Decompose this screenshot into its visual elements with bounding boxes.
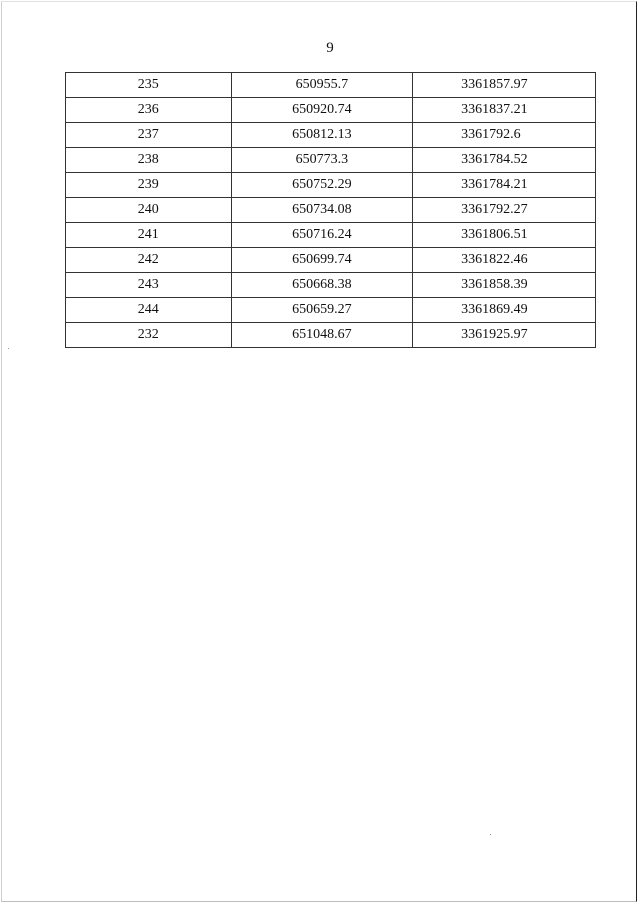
x-coordinate-cell: 650752.29 bbox=[231, 173, 413, 198]
x-coordinate-cell: 650699.74 bbox=[231, 248, 413, 273]
point-id-cell: 239 bbox=[66, 173, 232, 198]
point-id-cell: 241 bbox=[66, 223, 232, 248]
y-coordinate-value: 3361869.49 bbox=[461, 302, 528, 317]
y-coordinate-cell bbox=[413, 273, 596, 298]
y-coordinate-cell bbox=[413, 298, 596, 323]
table-row bbox=[66, 248, 596, 273]
x-coordinate-cell: 650734.08 bbox=[231, 198, 413, 223]
point-id-cell: 235 bbox=[66, 73, 232, 98]
y-coordinate-value: 3361837.21 bbox=[461, 102, 528, 117]
y-coordinate-value: 3361857.97 bbox=[461, 77, 528, 92]
y-coordinate-cell bbox=[413, 98, 596, 123]
x-coordinate-cell: 650773.3 bbox=[231, 148, 413, 173]
point-id-cell: 244 bbox=[66, 298, 232, 323]
point-id-cell: 243 bbox=[66, 273, 232, 298]
y-coordinate-cell bbox=[413, 248, 596, 273]
x-coordinate-cell: 650955.7 bbox=[231, 73, 413, 98]
y-coordinate-value: 3361858.39 bbox=[461, 277, 528, 292]
y-coordinate-value: 3361784.21 bbox=[461, 177, 528, 192]
table-row bbox=[66, 298, 596, 323]
y-coordinate-cell bbox=[413, 173, 596, 198]
y-coordinate-value: 3361822.46 bbox=[461, 252, 528, 267]
x-coordinate-cell: 650668.38 bbox=[231, 273, 413, 298]
x-coordinate-cell: 650716.24 bbox=[231, 223, 413, 248]
y-coordinate-value: 3361792.27 bbox=[461, 202, 528, 217]
x-coordinate-cell: 651048.67 bbox=[231, 323, 413, 348]
y-coordinate-value: 3361784.52 bbox=[461, 152, 528, 167]
coordinates-table bbox=[65, 72, 596, 348]
point-id-cell: 242 bbox=[66, 248, 232, 273]
table-row bbox=[66, 98, 596, 123]
table-row bbox=[66, 73, 596, 98]
y-coordinate-cell bbox=[413, 123, 596, 148]
table-row bbox=[66, 148, 596, 173]
point-id-cell: 232 bbox=[66, 323, 232, 348]
table-row bbox=[66, 123, 596, 148]
y-coordinate-cell bbox=[413, 148, 596, 173]
page-number: 9 bbox=[326, 40, 334, 56]
x-coordinate-cell: 650812.13 bbox=[231, 123, 413, 148]
x-coordinate-cell: 650659.27 bbox=[231, 298, 413, 323]
table-row bbox=[66, 273, 596, 298]
y-coordinate-value: 3361806.51 bbox=[461, 227, 528, 242]
table-row bbox=[66, 323, 596, 348]
scan-speck bbox=[8, 348, 9, 349]
x-coordinate-cell: 650920.74 bbox=[231, 98, 413, 123]
y-coordinate-value: 3361792.6 bbox=[461, 127, 521, 142]
table-row bbox=[66, 198, 596, 223]
point-id-cell: 240 bbox=[66, 198, 232, 223]
y-coordinate-cell bbox=[413, 198, 596, 223]
y-coordinate-cell bbox=[413, 73, 596, 98]
point-id-cell: 237 bbox=[66, 123, 232, 148]
y-coordinate-value: 3361925.97 bbox=[461, 327, 528, 342]
point-id-cell: 238 bbox=[66, 148, 232, 173]
y-coordinate-cell bbox=[413, 323, 596, 348]
table-row bbox=[66, 173, 596, 198]
scan-speck bbox=[490, 834, 491, 835]
point-id-cell: 236 bbox=[66, 98, 232, 123]
y-coordinate-cell bbox=[413, 223, 596, 248]
table-row bbox=[66, 223, 596, 248]
